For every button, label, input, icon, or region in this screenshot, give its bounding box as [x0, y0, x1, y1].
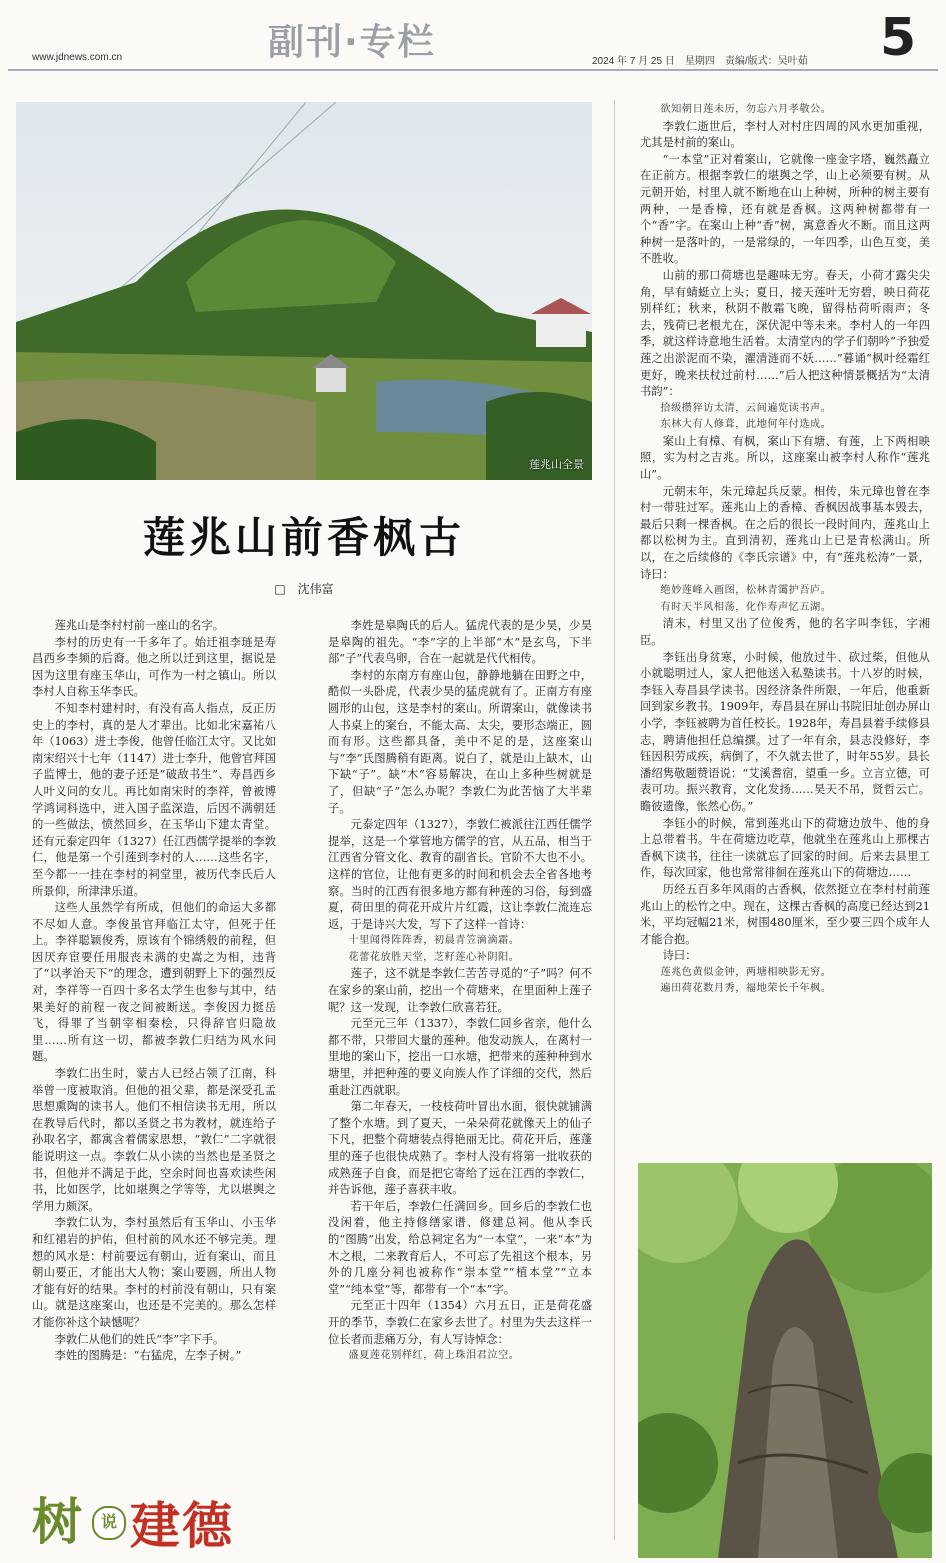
body-paragraph: 李姓的图腾是：“右猛虎，左李子树。” — [54, 1349, 242, 1363]
body-paragraph: 李钰出身贫寒，小时候，他放过牛、砍过柴，但他从小就聪明过人，家人把他送入私塾读书。十八岁的时候，李钰入寿昌县学读书。因经济条件所限，一年后，他重新回到家乡教书。1909年，寿昌县在屏山书院旧址创办屏山小学，李钰被聘为首任校长。1928年，寿昌县着手续修县志，聘请他担任总编撰。过了一年有余，县志没修好，李钰因积劳成疾，病倒了，不久就去世了，时年55岁。县长潘绍隽敬题赞语说：“艾溪耆宿，望重一乡。立言立德，可表可功。振兴教育，文化发扬……昊天不吊，贤哲云亡。瞻彼遗像，怅然心伤。” — [640, 650, 930, 813]
article-column-2 — [328, 618, 592, 1365]
body-paragraph: 李敦仁从他们的姓氏“李”字下手。 — [54, 1332, 225, 1346]
body-paragraph: 元朝末年，朱元璋起兵反蒙。相传，朱元璋也曾在李村一带驻过军。莲兆山上的香樟、香枫因战事基本毁去，最后只剩一棵香枫。在之后的很长一段时间内，莲兆山上都以松树为主。直到清初，莲兆山上已是青松满山。所以，在之后续修的《李氏宗谱》中，有“莲兆松涛”一景，诗曰： — [640, 484, 930, 581]
column-divider — [614, 100, 615, 1540]
article-title: 莲兆山前香枫古 — [142, 513, 465, 562]
article-column-1 — [32, 618, 276, 1365]
body-paragraph: 李敦仁出生时，蒙古人已经占领了江南，科举曾一度被取消。但他的祖父辈，都是深受孔孟思想熏陶的读书人。他们不相信读书无用，所以在教导后代时，都以圣贤之书为教材，就连给子孙取名字，都寓含着儒家思想，“敦仁”二字就很能说明这一点。李敦仁从小读的当然也是圣贤之书，但他并不满足于此，空余时间也喜欢读些闲书，比如医学，比如堪舆之学等等，尤以堪舆之学用力颇深。 — [32, 1067, 276, 1213]
mountain-landscape-image — [16, 102, 592, 480]
poem-line: 盛夏莲花别样红，荷上珠泪君泣空。 — [348, 1350, 520, 1362]
body-paragraph: “一本堂”正对着案山，它就像一座金字塔，巍然矗立在正前方。根据李敦仁的堪舆之学，山上必须要有树。从元朝开始，村里人就不断地在山上种树，所种的树主要有两种，一是香樟，还有就是香枫。这两种树都带有一个“香”字。在案山上种“香”树，寓意香火不断。而且这两种树一是落叶的，一是常绿的，一年四季，山色互变，美不胜收。 — [640, 152, 930, 266]
body-paragraph: 李敦仁逝世后，李村人对村庄四周的风水更加重视，尤其是村前的案山。 — [640, 119, 930, 150]
body-paragraph: 第二年春天，一枝枝荷叶冒出水面，很快就铺满了整个水塘。到了夏天，一朵朵荷花就像天上的仙子下凡，把整个荷塘装点得艳丽无比。荷花开后，莲蓬里的莲子也很快成熟了。李村人没有将第一批收获的成熟莲子自食，而是把它寄给了远在江西的李敦仁，并告诉他，莲子喜获丰收。 — [328, 1100, 592, 1197]
mountain-photo — [16, 102, 592, 480]
body-paragraph: 李敦仁认为，李村虽然后有玉华山、小玉华和红裙岩的护佑，但村前的风水还不够完美。理想的风水是：村前要远有朝山，近有案山，而且朝山要正，才能出大人物；案山要圆，所出人物才能有好的结果。李村的村前没有朝山，只有案山。就是这座案山，也还是不完美的。那么怎样才能你补这个缺憾呢？ — [32, 1216, 276, 1329]
poem-line: 拾级攒猝访太清，云间遍览读书声。 — [660, 402, 832, 414]
photo-caption: 莲兆山全景 — [529, 458, 584, 471]
article-byline: □ 沈伟富 — [274, 582, 334, 596]
header-rule — [8, 69, 938, 71]
poem-line: 有时天半风相荡，化作寿声忆五湖。 — [660, 601, 832, 613]
body-paragraph: 山前的那口荷塘也是趣味无穷。春天，小荷才露尖尖角，早有蜻蜓立上头；夏日，接天莲叶无穷碧，映日荷花别样红；秋来，秋阴不散霜飞晚，留得枯荷听雨声；冬去，残荷已老根尤在，深伏泥中等未来。李村人的一年四季，就这样诗意地生活着。太清堂内的学子们朝吟“予独爱莲之出淤泥而不染，濯清涟而不妖……”暮诵“枫叶经霜红更好，晚来扶杖过前村……”后人把这种情景概括为“太清书韵”： — [640, 268, 930, 399]
body-paragraph: 元至正十四年（1354）六月五日，正是荷花盛开的季节，李敦仁在家乡去世了。村里为失去这样一位长者而悲痛万分，有人写诗悼念： — [328, 1299, 592, 1346]
issue-date: 2024 年 7 月 25 日 星期四 责编/版式：吴叶茹 — [592, 56, 808, 67]
poem-line: 花蕾花放胜天堂，芝籽莲心补阴阳。 — [348, 951, 520, 963]
body-paragraph: 案山上有樟、有枫，案山下有塘、有莲，上下两相映照，实为村之吉兆。所以，这座案山被李村人称作“莲兆山”。 — [640, 434, 930, 482]
poem-line: 绝妙莲峰入画图，松林青霭护吾庐。 — [660, 585, 832, 597]
logo-jiande-text: 建德 — [130, 1497, 234, 1555]
body-paragraph: 元泰定四年（1327），李敦仁被派往江西任儒学提举，这是一个掌管地方儒学的官，从五品，相当于江西省分管文化、教育的副省长。官阶不大也不小。这样的官位，让他有更多的时间和机会去全省各地考察。当时的江西有很多地方都有种莲的习俗，每到盛夏，荷田里的荷花开成片片红霞，这让李敦仁流连忘返，于是诗兴大发，写下了这样一首诗： — [328, 818, 592, 931]
body-paragraph: 这些人虽然学有所成，但他们的命运大多都不尽如人意。李俊虽官拜临江太守，但死于任上。李祥聪颖俊秀，原该有个锦绣般的前程，但因厌弃宦要任用服丧未满的史嵩之为相，违背了“以孝治天下”的理念，遭到朝野上下的强烈反对，李祥等一百四十多名太学生也参与其中，结果美好的前程一夜之间被断送。李俊因力挺岳飞，得罪了当朝宰相秦桧，只得辞官归隐故里……所有这一切，都被李敦仁归结为风水问题。 — [32, 901, 276, 1064]
poem-line: 十里闻得阵阵香，初晨青笠滴滴霜。 — [348, 935, 520, 947]
column-logo — [30, 1482, 270, 1555]
logo-tree-char: 树 — [32, 1493, 82, 1551]
poem-line: 莲兆色黄似金钟，两塘相映影无穷。 — [660, 966, 832, 978]
ancient-maple-photo — [638, 1163, 932, 1558]
body-paragraph: 李村的历史有一千多年了。始迁祖李琏是寿昌西乡李频的后裔。他之所以迁到这里，据说是因为这里有座玉华山，可作为一村之镇山。所以李村人自称玉华李氏。 — [32, 635, 276, 699]
poem-line: 东林大有人修葺，此地何年付选成。 — [660, 419, 832, 431]
body-paragraph: 李村的东南方有座山包，静静地躺在田野之中，酷似一头卧虎，代表少昊的猛虎就有了。正南方有座圆形的山包，这是李村的案山。所谓案山，就像读书人书桌上的案台，不能太高、太尖，要形态端正，圆而有形。这些都具备，美中不足的是，这座案山与“李”氏图腾稍有距离。说白了，就是山上缺木，山下缺“子”。缺“木”容易解决，在山上多种些树就是了，但缺“子”怎么办呢？李敦仁为此苦恼了大半辈子。 — [328, 668, 592, 815]
body-paragraph: 元至元三年（1337），李敦仁回乡省亲，他什么都不带，只带回大量的莲种。他发动族人，在离村一里地的案山下，挖出一口水塘，把带来的莲种种到水塘里，并把种莲的要义向族人作了详细的交代，然后重赴江西就职。 — [328, 1017, 592, 1097]
body-paragraph: 清末，村里又出了位俊秀，他的名字叫李钰，字湘臣。 — [640, 617, 930, 647]
body-paragraph: 李姓是皋陶氏的后人。猛虎代表的是少昊，少昊是皋陶的祖先。“李”字的上半部“木”是玄鸟，下半部“子”代表鸟卵，合在一起就是代代相传。 — [328, 619, 592, 666]
logo-say-badge: 说 — [92, 1506, 126, 1540]
body-paragraph: 莲子，这不就是李敦仁苦苦寻觅的“子”吗？何不在家乡的案山前，挖出一个荷塘来，在里面种上莲子呢？这一发现，让李敦仁欣喜若狂。 — [328, 967, 592, 1014]
maple-tree-image — [638, 1163, 932, 1558]
page-number: 5 — [880, 8, 917, 68]
body-paragraph: 李钰小的时候，常到莲兆山下的荷塘边放牛、他的身上总带着书。牛在荷塘边吃草，他就坐在莲兆山上那棵古香枫下读书，往往一读就忘了回家的时间。后来去县里工作，每次回家，他也常常徘徊在莲兆山下的荷塘边…… — [640, 816, 930, 880]
section-title: 副刊·专栏 — [268, 22, 436, 63]
body-paragraph: 历经五百多年风雨的古香枫，依然挺立在李村村前莲兆山上的松竹之中。现在，这棵古香枫的高度已经达到21米，平均冠幅21米，树围480厘米，至少要三四个成年人才能合抱。 — [640, 882, 930, 946]
poem-line: 欲知朝日莲未历，勿忘六月孝敬公。 — [660, 104, 832, 115]
poem-line: 遍田荷花数月秀，福地荣长千年枫。 — [660, 983, 832, 995]
body-paragraph: 若干年后，李敦仁任满回乡。回乡后的李敦仁也没闲着，他主持修缮家谱、修建总祠。他从李氏的“图腾”出发，给总祠定名为“一本堂”，一来“本”为木之根，二来教育后人，不可忘了先祖这个根本，另外的几座分祠也被称作“崇本堂”“植本堂”“立本堂”“纯本堂”等，都带有一个“本”字。 — [328, 1199, 592, 1296]
body-paragraph: 诗曰： — [662, 949, 697, 963]
site-url[interactable]: www.jdnews.com.cn — [32, 52, 123, 63]
article-column-3 — [640, 102, 930, 998]
body-paragraph: 莲兆山是李村村前一座山的名字。 — [54, 619, 225, 632]
page-header — [0, 0, 946, 74]
body-paragraph: 不知李村建村时，有没有高人指点，反正历史上的李村，真的是人才辈出。比如北宋嘉祐八年（1063）进士李俊，他曾任临江太守。又比如南宋绍兴十七年（1147）进士李升，他曾官拜国子监博士，他的妻子还是“破敌书生”、寿昌西乡人叶义问的女儿。再比如南宋时的李祥，曾被博学鸿词科选中，进入国子监深造，后因不满朝廷的一些做法，愤然回乡，在玉华山下建太青堂。还有元泰定四年（1327）任江西儒学提举的李敦仁，他是第一个引莲到李村的人……这些名字，至今都一一挂在李村的祠堂里，被历代李氏后人所景仰，所津津乐道。 — [32, 701, 276, 898]
